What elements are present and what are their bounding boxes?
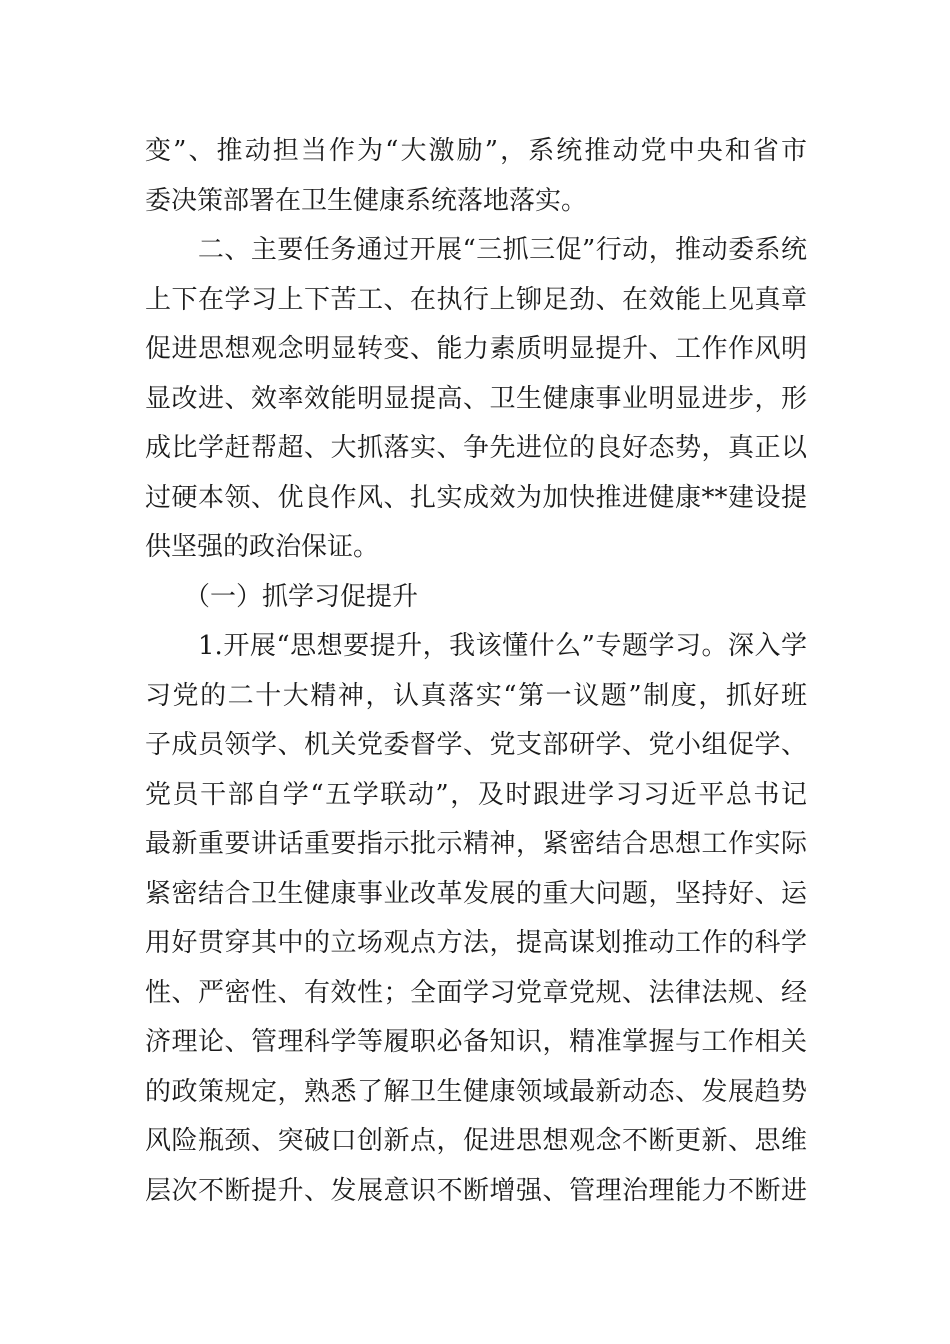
text-line: 供坚强的政治保证。 xyxy=(145,532,380,562)
text-line: 过硬本领、优良作风、扎实成效为加快推进健康**建设提 xyxy=(145,482,807,513)
text-line: 济理论、管理科学等履职必备知识，精准掌握与工作相关 xyxy=(145,1027,807,1057)
text-line: 1.开展“思想要提升，我该懂什么”专题学习。深入学 xyxy=(145,631,807,661)
text-line: 党员干部自学“五学联动”，及时跟进学习习近平总书记 xyxy=(145,779,807,810)
text-line: 子成员领学、机关党委督学、党支部研学、党小组促学、 xyxy=(145,730,807,760)
text-line: 的政策规定，熟悉了解卫生健康领域最新动态、发展趋势 xyxy=(145,1076,807,1107)
section-heading-line: 二、主要任务通过开展“三抓三促”行动，推动委系统 xyxy=(145,235,807,265)
text-line: 上下在学习上下苦工、在执行上铆足劲、在效能上见真章 xyxy=(145,284,807,315)
text-line: 变”、推动担当作为“大激励”，系统推动党中央和省市 xyxy=(145,136,807,166)
document-body xyxy=(145,127,807,1216)
text-line: 风险瓶颈、突破口创新点，促进思想观念不断更新、思维 xyxy=(145,1126,807,1156)
text-line: 性、严密性、有效性；全面学习党章党规、法律法规、经 xyxy=(145,977,807,1008)
text-line: 习党的二十大精神，认真落实“第一议题”制度，抓好班 xyxy=(145,680,807,711)
text-line: 委决策部署在卫生健康系统落地落实。 xyxy=(145,185,588,216)
text-line: 促进思想观念明显转变、能力素质明显提升、工作作风明 xyxy=(145,334,807,364)
text-line: 成比学赶帮超、大抓落实、争先进位的良好态势，真正以 xyxy=(145,433,807,463)
text-line: 紧密结合卫生健康事业改革发展的重大问题，坚持好、运 xyxy=(145,878,807,909)
text-line: 显改进、效率效能明显提高、卫生健康事业明显进步，形 xyxy=(145,383,807,414)
subsection-heading: （一）抓学习促提升 xyxy=(145,581,419,612)
text-line: 层次不断提升、发展意识不断增强、管理治理能力不断进 xyxy=(145,1175,807,1206)
text-line: 最新重要讲话重要指示批示精神，紧密结合思想工作实际 xyxy=(145,829,807,859)
text-line: 用好贯穿其中的立场观点方法，提高谋划推动工作的科学 xyxy=(145,928,807,958)
